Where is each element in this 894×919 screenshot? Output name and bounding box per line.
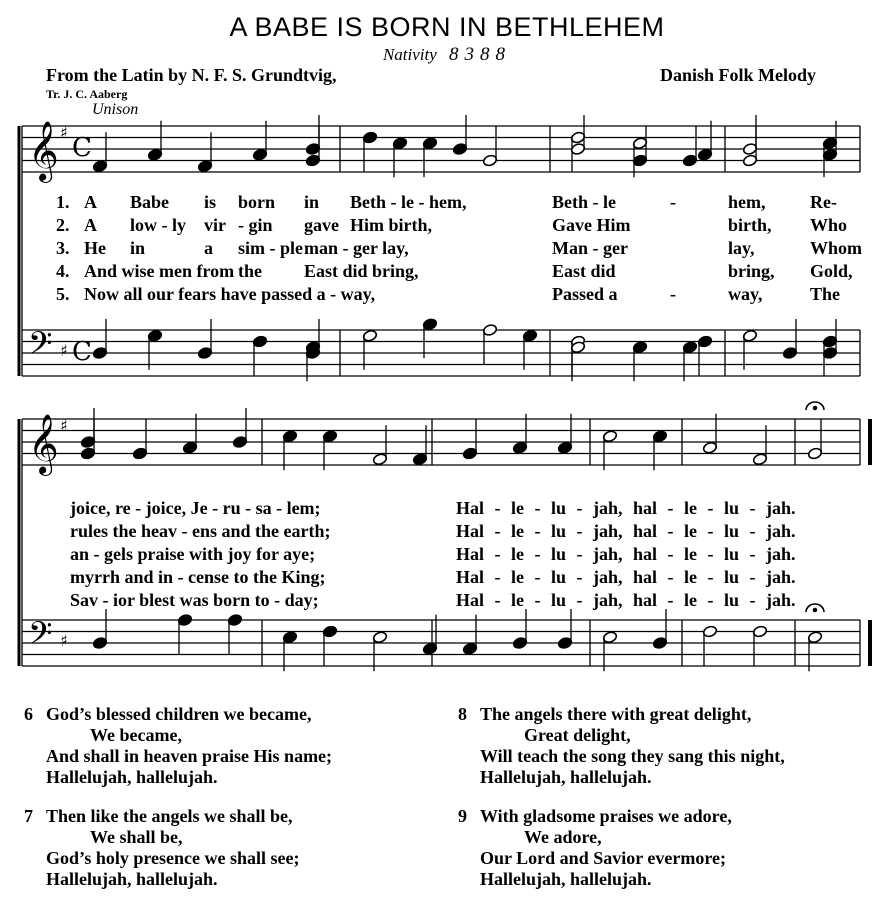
lyric-syllable: a	[204, 238, 213, 258]
lyric-syllable: The	[810, 284, 841, 304]
verse-number: 5.	[56, 284, 70, 304]
page-title: A BABE IS BORN IN BETHLEHEM	[229, 12, 665, 42]
lyric-syllable: East did	[552, 261, 616, 281]
lyric-refrain: Hal - le - lu - jah, hal - le - lu - jah.	[456, 567, 796, 587]
verse-6	[24, 704, 333, 788]
verse-line: With gladsome praises we adore,	[480, 806, 732, 826]
words-credit: From the Latin by N. F. S. Grundtvig,	[46, 65, 337, 85]
lyric-syllable: bring,	[728, 261, 775, 281]
verse-number: 9	[458, 806, 467, 826]
verse-line: Great delight,	[524, 725, 631, 745]
verse-number: 8	[458, 704, 467, 724]
melody-credit: Danish Folk Melody	[660, 65, 817, 85]
lyric-syllable: Who	[810, 215, 848, 235]
fermata-dot	[813, 406, 817, 410]
lyric-syllable: Re-	[810, 192, 837, 212]
verse-line: Hallelujah, hallelujah.	[480, 869, 652, 889]
lyric-syllable: Babe	[130, 192, 170, 212]
lyric-syllable: Man - ger	[552, 238, 628, 258]
lyric-refrain: Hal - le - lu - jah, hal - le - lu - jah.	[456, 590, 796, 610]
lyric-syllable: man - ger lay,	[304, 238, 409, 258]
verse-number: 6	[24, 704, 33, 724]
time-signature: C	[72, 133, 92, 163]
verse-9	[458, 806, 732, 890]
lyric-syllable: hem,	[728, 192, 766, 212]
lyric-syllable: in	[130, 238, 146, 258]
verse-line: God’s holy presence we shall see;	[46, 848, 300, 868]
lyric-syllable: vir	[204, 215, 226, 235]
lyric-refrain: Hal - le - lu - jah, hal - le - lu - jah.	[456, 544, 796, 564]
lyric-syllable: in	[304, 192, 320, 212]
fermata-dot	[813, 608, 817, 612]
verse-line: God’s blessed children we became,	[46, 704, 312, 724]
key-signature: ♯	[60, 416, 68, 435]
lyric-refrain: Hal - le - lu - jah, hal - le - lu - jah.	[456, 498, 796, 518]
lyric-phrase: myrrh and in - cense to the King;	[70, 567, 326, 587]
verse-line: Hallelujah, hallelujah.	[46, 767, 218, 787]
lyric-syllable: Whom	[810, 238, 863, 258]
lyric-syllable: is	[204, 192, 217, 212]
lyric-syllable: Him birth,	[350, 215, 433, 235]
lyric-syllable: Beth - le	[552, 192, 616, 212]
lyric-syllable: A	[84, 215, 97, 235]
verse-line: We shall be,	[90, 827, 183, 847]
verse-line: We adore,	[524, 827, 602, 847]
lyric-syllable: Now all our fears have passed a - way,	[84, 284, 376, 304]
lyric-syllable: gave	[304, 215, 339, 235]
translator-credit: Tr. J. C. Aaberg	[46, 87, 128, 101]
verse-number: 4.	[56, 261, 70, 281]
treble-clef: 𝄞	[28, 121, 59, 181]
verse-line: And shall in heaven praise His name;	[46, 746, 333, 766]
verse-line: Hallelujah, hallelujah.	[46, 869, 218, 889]
tune-name: Nativity	[382, 45, 437, 64]
lyric-phrase: joice, re - joice, Je - ru - sa - lem;	[70, 498, 321, 518]
verse-8	[458, 704, 785, 788]
key-signature: ♯	[60, 341, 68, 360]
lyric-syllable: the	[238, 261, 262, 281]
verse-number: 1.	[56, 192, 70, 212]
lyric-syllable: -	[670, 284, 676, 304]
verse-number: 2.	[56, 215, 70, 235]
treble-clef: 𝄞	[28, 414, 59, 474]
lyric-syllable: East did bring,	[304, 261, 419, 281]
lyric-syllable: lay,	[728, 238, 755, 258]
lyric-syllable: Gold,	[810, 261, 853, 281]
lyric-syllable: low - ly	[130, 215, 186, 235]
lyric-syllable: - gin	[238, 215, 273, 235]
lyric-syllable: A	[84, 192, 97, 212]
meter: 8388	[449, 44, 512, 65]
verse-line: Then like the angels we shall be,	[46, 806, 293, 826]
lyric-syllable: Beth - le - hem,	[350, 192, 467, 212]
lyric-phrase: rules the heav - ens and the earth;	[70, 521, 331, 541]
lyric-syllable: born	[238, 192, 276, 212]
lyric-refrain: Hal - le - lu - jah, hal - le - lu - jah.	[456, 521, 796, 541]
verse-line: The angels there with great delight,	[480, 704, 752, 724]
verse-number: 7	[24, 806, 33, 826]
lyric-phrase: Sav - ior blest was born to - day;	[70, 590, 319, 610]
key-signature: ♯	[60, 123, 68, 142]
bass-clef: 𝄢	[28, 325, 53, 369]
lyric-syllable: birth,	[728, 215, 772, 235]
time-signature: C	[72, 337, 92, 367]
verse-line: Hallelujah, hallelujah.	[480, 767, 652, 787]
lyric-syllable: Gave Him	[552, 215, 631, 235]
verse-number: 3.	[56, 238, 70, 258]
lyric-phrase: an - gels praise with joy for aye;	[70, 544, 316, 564]
lyric-syllable: Passed a	[552, 284, 618, 304]
performance-direction: Unison	[92, 101, 139, 118]
lyric-syllable: And wise men from	[84, 261, 235, 281]
lyric-syllable: way,	[728, 284, 763, 304]
verse-line: We became,	[90, 725, 182, 745]
lyric-syllable: -	[670, 192, 676, 212]
verse-line: Will teach the song they sang this night,	[480, 746, 785, 766]
lyric-syllable: He	[84, 238, 106, 258]
lyric-syllable: sim - ple	[238, 238, 303, 258]
verse-7	[24, 806, 300, 890]
key-signature: ♯	[60, 631, 68, 650]
bass-clef: 𝄢	[28, 615, 53, 659]
verse-line: Our Lord and Savior evermore;	[480, 848, 726, 868]
